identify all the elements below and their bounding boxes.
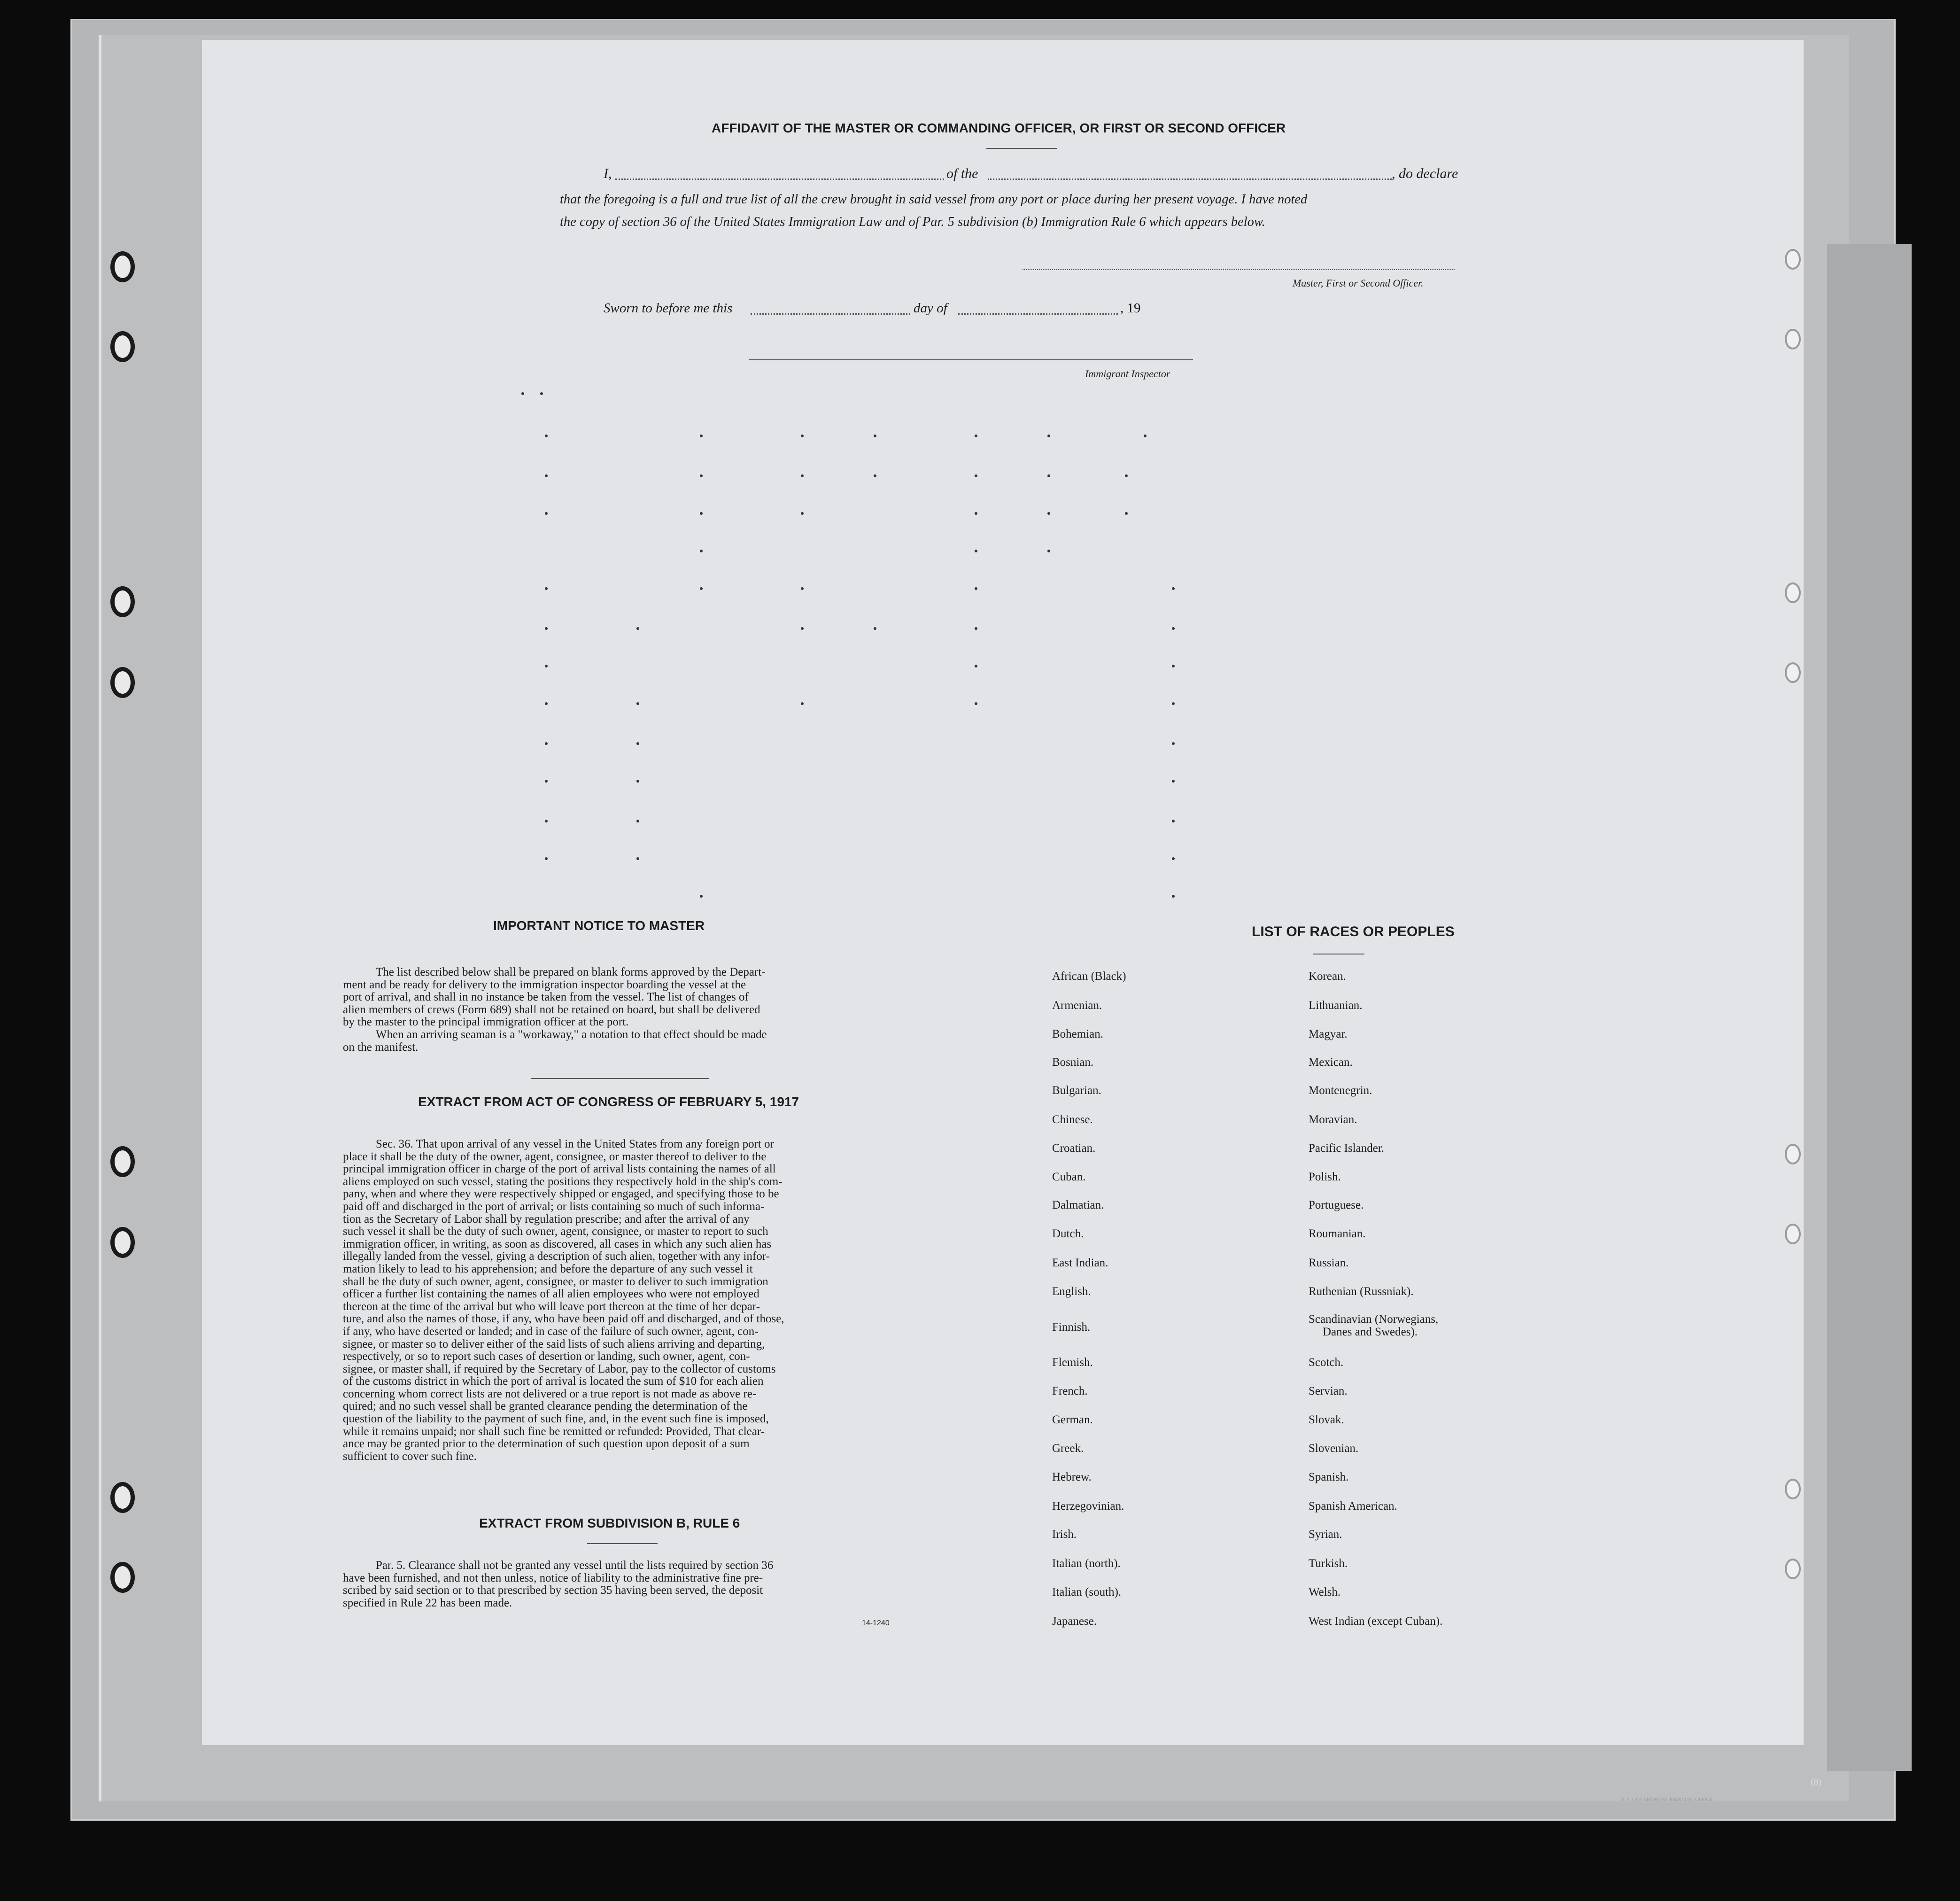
race-item: Syrian. <box>1309 1528 1342 1541</box>
notice-line: by the master to the principal immigration officer at the port. <box>343 1016 629 1029</box>
race-item: Servian. <box>1309 1385 1348 1397</box>
race-item: Polish. <box>1309 1171 1341 1183</box>
race-item: Bulgarian. <box>1052 1084 1101 1097</box>
divider <box>587 1543 658 1544</box>
race-item: Scandinavian (Norwegians, <box>1309 1313 1439 1326</box>
act-title: EXTRACT FROM ACT OF CONGRESS OF FEBRUARY 5, 1917 <box>418 1094 799 1109</box>
race-item: West Indian (except Cuban). <box>1309 1615 1443 1628</box>
race-item: Italian (north). <box>1052 1557 1121 1570</box>
binder-hole-icon <box>1785 1479 1801 1499</box>
inspector-signature-line <box>749 359 1193 360</box>
race-item: Hebrew. <box>1052 1471 1092 1483</box>
notice-line: When an arriving seaman is a "workaway," a notation to that effect should be made <box>376 1028 767 1041</box>
affidavit-of-the: of the <box>946 166 978 181</box>
corner-mark: (8) <box>1811 1777 1822 1787</box>
form-number: 14-1240 <box>862 1619 890 1627</box>
notice-line: alien members of crews (Form 689) shall not be retained on board, but shall be delivered <box>343 1003 760 1016</box>
binder-hole-icon <box>110 331 135 362</box>
race-item: Armenian. <box>1052 999 1102 1012</box>
race-item: Italian (south). <box>1052 1586 1122 1598</box>
race-item: Finnish. <box>1052 1321 1091 1334</box>
affidavit-body-line1: that the foregoing is a full and true list of all the crew brought in said vessel from any port or place during her present voyage. I have noted <box>560 192 1308 207</box>
race-item: German. <box>1052 1413 1093 1426</box>
affidavit-title: AFFIDAVIT OF THE MASTER OR COMMANDING OFFICER, OR FIRST OR SECOND OFFICER <box>712 121 1286 135</box>
binder-hole-icon <box>110 1146 135 1177</box>
notice-text <box>343 966 1094 1054</box>
affidavit-declare: , do declare <box>1392 166 1458 181</box>
master-signature-line <box>1023 269 1455 270</box>
race-item: Lithuanian. <box>1309 999 1363 1012</box>
binder-hole-icon <box>110 251 135 282</box>
race-item: Bohemian. <box>1052 1028 1104 1040</box>
binder-hole-icon <box>1785 249 1801 270</box>
binder-hole-icon <box>110 586 135 617</box>
race-item: Dalmatian. <box>1052 1199 1104 1211</box>
race-item: French. <box>1052 1385 1088 1397</box>
race-item: East Indian. <box>1052 1257 1108 1269</box>
race-item: Magyar. <box>1309 1028 1348 1040</box>
notice-title: IMPORTANT NOTICE TO MASTER <box>493 918 705 933</box>
month-line <box>958 313 1118 315</box>
binder-hole-icon <box>110 667 135 698</box>
right-page-strip <box>1827 244 1912 1771</box>
rule-title: EXTRACT FROM SUBDIVISION B, RULE 6 <box>479 1516 740 1530</box>
divider <box>986 148 1057 149</box>
name-field-line <box>615 178 944 180</box>
race-item: Bosnian. <box>1052 1056 1094 1069</box>
race-item: Russian. <box>1309 1257 1349 1269</box>
notice-line: The list described below shall be prepared on blank forms approved by the Depart- <box>376 966 766 978</box>
race-item: Portuguese. <box>1309 1199 1364 1211</box>
race-item: Moravian. <box>1309 1113 1357 1126</box>
vessel-field-line <box>988 178 1392 180</box>
race-item: Cuban. <box>1052 1171 1086 1183</box>
binder-hole-icon <box>1785 582 1801 603</box>
race-item: Pacific Islander. <box>1309 1142 1385 1155</box>
races-title: LIST OF RACES OR PEOPLES <box>1252 924 1455 939</box>
printer-imprint: U. S. GOVERNMENT PRINTING OFFICE <box>1620 1797 1713 1802</box>
act-text: Sec. 36. That upon arrival of any vessel in the United States from any foreign port or place it shall be the duty of the owner, agent, consignee, or master thereof to deliver to the principal immigration officer in charge of the port of arrival lists containing the names of all aliens employed on such vessel, stating the positions they respectively hold in the ship's com- pany, when and where they were respectively shipped or engaged, and specifying those to be paid off and discharged in the port of arrival; or lists containing so much of such informa- tion as the Secretary of Labor shall by regulation prescribe; and after the arrival of any such vessel it shall be the duty of such owner, agent, consignee, or master to report to such immigration officer, in writing, as soon as discovered, all cases in which any such alien has illegally landed from the vessel, giving a description of such alien, together with any infor- mation likely to lead to his apprehension; and before the departure of any such vessel it shall be the duty of such owner, agent, consignee, or master to deliver to such immigration officer a further list containing the names of all alien employees who were not employed thereon at the time of the arrival but who will leave port thereon at the time of her depar- ture, and also the names of those, if any, who have been paid off and discharged, and of those, if any, who have deserted or landed; and in case of the failure of such owner, agent, con- signee, or master so to deliver either of the said lists of such aliens arriving and departing, respectively, or so to report such cases of desertion or landing, such owner, agent, con- signee, or master shall, if required by the Secretary of Labor, pay to the collector of customs of the customs district in which the port of arrival is located the sum of $10 for each alien concerning whom correct lists are not delivered or a true report is not made as above re- quired; and no such vessel shall be granted clearance pending the determination of the question of the liability to the payment of such fine, and, in the event such fine is imposed, while it remains unpaid; nor shall such fine be remitted or refunded: Provided, That clear- ance may be granted prior to the determination of such question upon deposit of a sum sufficient to cover such fine. <box>343 1138 784 1463</box>
race-item: Danes and Swedes). <box>1323 1326 1418 1338</box>
race-item: Herzegovinian. <box>1052 1500 1124 1513</box>
binder-hole-icon <box>1785 662 1801 683</box>
race-item: African (Black) <box>1052 970 1126 983</box>
race-item: Montenegrin. <box>1309 1084 1372 1097</box>
affidavit-body-line2: the copy of section 36 of the United States Immigration Law and of Par. 5 subdivision (b) Immigration Rule 6 which appears below. <box>560 215 1265 229</box>
race-item: Roumanian. <box>1309 1227 1366 1240</box>
race-item: Spanish. <box>1309 1471 1349 1483</box>
race-item: Dutch. <box>1052 1227 1084 1240</box>
sworn-label: Sworn to before me this <box>604 301 733 316</box>
binder-hole-icon <box>110 1562 135 1593</box>
master-caption: Master, First or Second Officer. <box>1293 277 1424 289</box>
rule-text: Par. 5. Clearance shall not be granted any vessel until the lists required by section 36 have been furnished, and not then unless, notice of liability to the administrative fine pre- scribed by said section or to that prescribed by section 35 having been served, the deposit specified in Rule 22 has been made. <box>343 1559 774 1609</box>
binder-hole-icon <box>110 1482 135 1513</box>
race-item: Irish. <box>1052 1528 1077 1541</box>
race-item: Greek. <box>1052 1442 1084 1455</box>
binder-hole-icon <box>1785 1559 1801 1579</box>
race-item: Slovak. <box>1309 1413 1344 1426</box>
race-item: Croatian. <box>1052 1142 1096 1155</box>
race-item: Slovenian. <box>1309 1442 1359 1455</box>
race-item: Turkish. <box>1309 1557 1348 1570</box>
divider <box>531 1078 709 1079</box>
binder-hole-icon <box>1785 1144 1801 1164</box>
binder-hole-icon <box>1785 1224 1801 1244</box>
year-label: , 19 <box>1120 301 1141 316</box>
notice-line: ment and be ready for delivery to the immigration inspector boarding the vessel at the <box>343 978 746 991</box>
binder-hole-icon <box>1785 329 1801 349</box>
race-item: Chinese. <box>1052 1113 1093 1126</box>
race-item: Spanish American. <box>1309 1500 1397 1513</box>
affidavit-i: I, <box>604 166 612 181</box>
race-item: Ruthenian (Russniak). <box>1309 1285 1414 1298</box>
manifest-page <box>202 40 1804 1745</box>
race-item: Korean. <box>1309 970 1346 983</box>
race-item: Flemish. <box>1052 1356 1093 1369</box>
inspector-caption: Immigrant Inspector <box>1085 368 1170 380</box>
race-item: Scotch. <box>1309 1356 1344 1369</box>
notice-line: on the manifest. <box>343 1040 418 1054</box>
race-item: Mexican. <box>1309 1056 1353 1069</box>
race-item: Japanese. <box>1052 1615 1097 1628</box>
race-item: English. <box>1052 1285 1091 1298</box>
notice-line: port of arrival, and shall in no instance be taken from the vessel. The list of changes of <box>343 991 749 1004</box>
day-of-label: day of <box>914 301 947 316</box>
sworn-day-line <box>751 313 910 315</box>
race-item: Welsh. <box>1309 1586 1341 1598</box>
binder-hole-icon <box>110 1227 135 1258</box>
